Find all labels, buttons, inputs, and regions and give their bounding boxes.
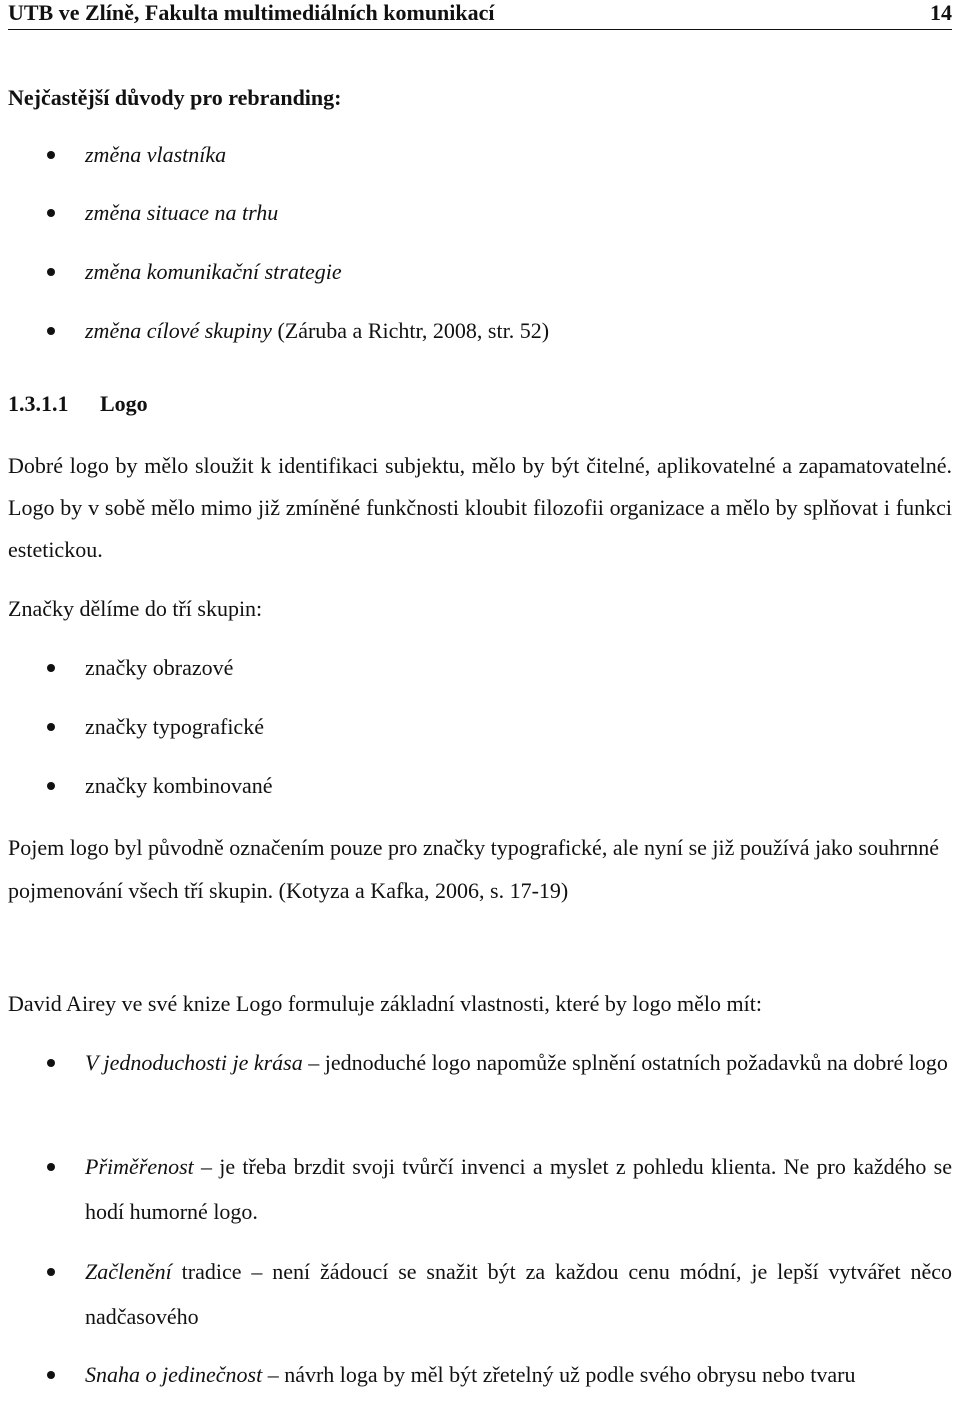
header-rule <box>8 29 952 30</box>
paragraph-logo-intro <box>8 445 952 571</box>
property-text: – jednoduché logo napomůže splnění ostatních požadavků na dobré logo <box>302 1050 948 1075</box>
property-term: Začlenění <box>85 1259 172 1284</box>
list-item <box>0 772 952 800</box>
bullet-icon <box>47 1268 55 1276</box>
property-term: Snaha o jedinečnost <box>85 1362 263 1387</box>
rebranding-heading: Nejčastější důvody pro rebranding: <box>8 85 342 110</box>
property-term: Přiměřenost <box>85 1154 194 1179</box>
property-term: V jednoduchosti je krása <box>85 1050 303 1075</box>
page-number: 14 <box>930 0 952 25</box>
paragraph-text: Logo by v sobě mělo mimo již zmíněné funkčnosti kloubit filozofii organizace a mělo by splňovat i funkci estetickou. <box>8 495 952 562</box>
bullet-icon <box>47 782 55 790</box>
bullet-icon <box>47 1059 55 1067</box>
bullet-icon <box>47 723 55 731</box>
property-text: – návrh loga by měl být zřetelný už podle svého obrysu nebo tvaru <box>262 1362 856 1387</box>
bullet-icon <box>47 1163 55 1171</box>
paragraph-text: Dobré logo by mělo sloužit k identifikaci subjektu, mělo by být čitelné, aplikovatelné a zapamatovatelné. <box>8 453 952 478</box>
list-item <box>0 141 952 169</box>
paragraph-airey: David Airey ve své knize Logo formuluje základní vlastnosti, které by logo mělo mít: <box>8 991 762 1016</box>
list-item-citation: (Záruba a Richtr, 2008, str. 52) <box>271 318 550 343</box>
list-item-term: změna cílové skupiny <box>85 318 272 343</box>
bullet-icon <box>47 268 55 276</box>
paragraph-groups-intro: Značky dělíme do tří skupin: <box>8 596 263 621</box>
list-item <box>0 199 952 227</box>
list-item <box>0 1040 952 1085</box>
list-item <box>0 1249 952 1339</box>
paragraph-logo-term: Pojem logo byl původně označením pouze pro značky typografické, ale nyní se již používá jako souhrnné pojmenování všech tří skupin. (Kotyza a Kafka, 2006, s. 17-19) <box>8 835 940 903</box>
list-item-text: změna situace na trhu <box>85 200 279 225</box>
list-item <box>0 1352 952 1397</box>
list-item-text: značky kombinované <box>85 773 273 798</box>
bullet-icon <box>47 209 55 217</box>
list-item-text: změna komunikační strategie <box>85 259 342 284</box>
list-item <box>0 1144 952 1234</box>
bullet-icon <box>47 327 55 335</box>
list-item-text: značky typografické <box>85 714 264 739</box>
bullet-icon <box>47 151 55 159</box>
section-number: 1.3.1.1 <box>8 391 69 416</box>
section-title: Logo <box>100 391 148 416</box>
section-heading <box>8 390 952 418</box>
header-title: UTB ve Zlíně, Fakulta multimediálních komunikací <box>8 0 495 25</box>
list-item-text: změna vlastníka <box>85 142 227 167</box>
property-text: tradice – není žádoucí se snažit být za každou cenu módní, je lepší vytvářet něco nadčasového <box>85 1259 952 1329</box>
running-header <box>8 0 952 26</box>
list-item <box>0 654 952 682</box>
list-item <box>0 317 952 345</box>
list-item <box>0 258 952 286</box>
bullet-icon <box>47 1371 55 1379</box>
list-item-text: značky obrazové <box>85 655 234 680</box>
bullet-icon <box>47 664 55 672</box>
list-item <box>0 713 952 741</box>
property-text: – je třeba brzdit svoji tvůrčí invenci a myslet z pohledu klienta. Ne pro každého se hodí humorné logo. <box>85 1154 952 1224</box>
